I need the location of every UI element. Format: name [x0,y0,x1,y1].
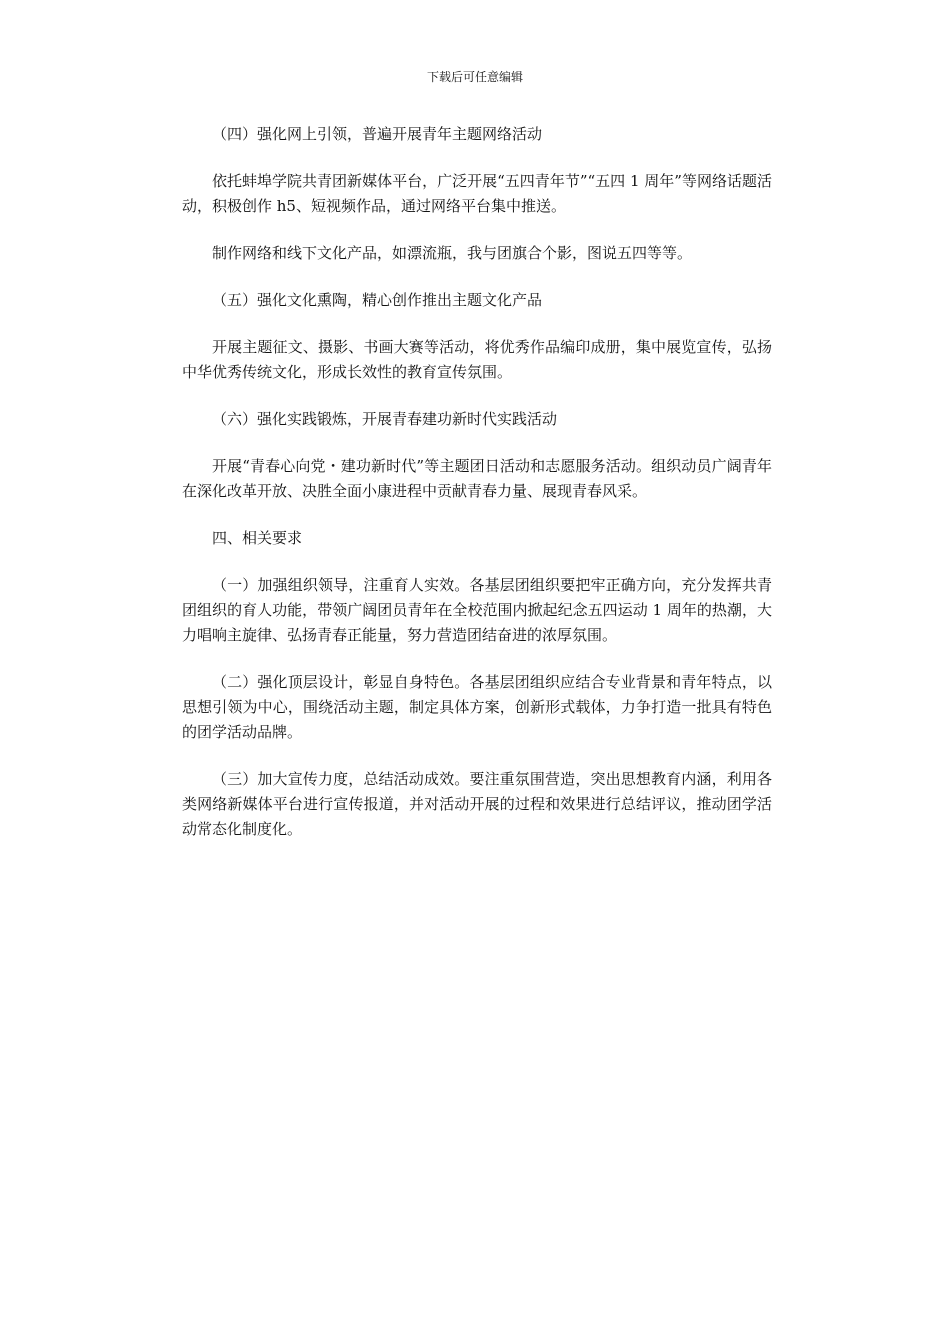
paragraph-network-topics: 依托蚌埠学院共青团新媒体平台，广泛开展“五四青年节”“五四 1 周年”等网络话题活动，积极创作 h5、短视频作品，通过网络平台集中推送。 [182,172,772,215]
paragraph-requirement-2: （二）强化顶层设计，彰显自身特色。各基层团组织应结合专业背景和青年特点，以思想引领为中心，围绕活动主题，制定具体方案，创新形式载体，力争打造一批具有特色的团学活动品牌。 [182,673,772,741]
paragraph-practice-activities: 开展“青春心向党・建功新时代”等主题团日活动和志愿服务活动。组织动员广阔青年在深化改革开放、决胜全面小康进程中贡献青春力量、展现青春风采。 [182,457,772,500]
paragraph-culture-products: 制作网络和线下文化产品，如漂流瓶，我与团旗合个影，图说五四等等。 [212,244,693,262]
page-header-note: 下载后可任意编辑 [426,70,523,84]
paragraph-requirement-3: （三）加大宣传力度，总结活动成效。要注重氛围营造，突出思想教育内涵，利用各类网络新媒体平台进行宣传报道，并对活动开展的过程和效果进行总结评议，推动团学活动常态化制度化。 [182,770,772,838]
paragraph-contests: 开展主题征文、摄影、书画大赛等活动，将优秀作品编印成册，集中展览宣传，弘扬中华优秀传统文化，形成长效性的教育宣传氛围。 [182,338,772,381]
heading-section-6-sub: （六）强化实践锻炼，开展青春建功新时代实践活动 [212,410,558,428]
heading-section-4-sub: （四）强化网上引领，普遍开展青年主题网络活动 [212,125,543,143]
document-body [182,122,772,864]
heading-section-requirements: 四、相关要求 [212,529,303,547]
heading-section-5-sub: （五）强化文化熏陶，精心创作推出主题文化产品 [212,291,543,309]
paragraph-requirement-1: （一）加强组织领导，注重育人实效。各基层团组织要把牢正确方向，充分发挥共青团组织的育人功能，带领广阔团员青年在全校范围内掀起纪念五四运动 1 周年的热潮，大力唱响主旋律、弘扬青春正能量，努力营造团结奋进的浓厚氛围。 [182,576,772,644]
